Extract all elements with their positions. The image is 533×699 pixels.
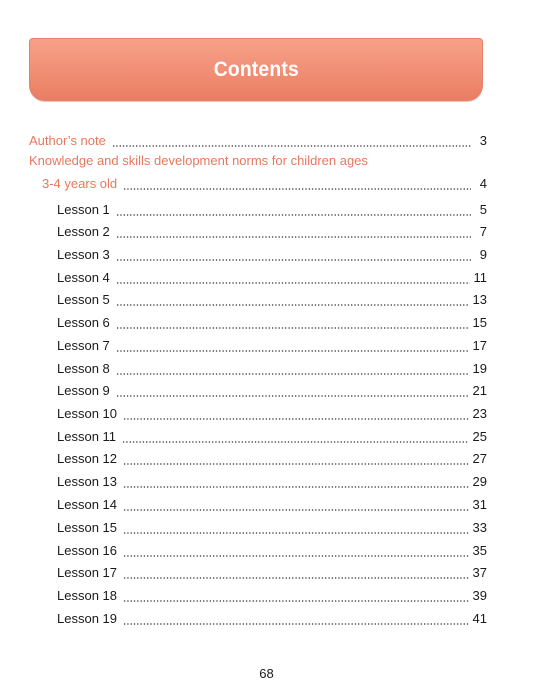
toc-entry-label: Lesson 3	[57, 247, 110, 262]
dot-leader	[123, 463, 469, 465]
dot-leader	[116, 236, 471, 238]
toc-entry-lesson-19[interactable]	[57, 609, 487, 627]
dot-leader	[116, 327, 469, 329]
toc-entry-page: 19	[472, 361, 487, 376]
dot-leader	[116, 373, 469, 375]
toc-entry-lesson-7[interactable]	[57, 336, 487, 354]
dot-leader	[123, 188, 471, 190]
toc-entry-label: Lesson 10	[57, 406, 117, 421]
dot-leader	[116, 259, 471, 261]
toc-entry-lesson-9[interactable]	[57, 381, 487, 399]
toc-entry-label: Lesson 5	[57, 292, 110, 307]
toc-entry-page: 13	[472, 292, 487, 307]
dot-leader	[123, 623, 469, 625]
toc-entry-label: Lesson 4	[57, 270, 110, 285]
toc-entry-authors-note[interactable]	[29, 131, 487, 149]
toc-entry-page: 7	[479, 224, 487, 239]
toc-entry-page: 11	[473, 270, 487, 285]
dot-leader	[123, 418, 469, 420]
dot-leader	[116, 304, 469, 306]
toc-entry-label: Lesson 6	[57, 315, 110, 330]
toc-entry-label: Lesson 7	[57, 338, 110, 353]
dot-leader	[116, 214, 471, 216]
toc-entry-page: 23	[472, 406, 487, 421]
dot-leader	[123, 532, 469, 534]
dot-leader	[122, 441, 469, 443]
toc-entry-lesson-11[interactable]	[57, 427, 487, 445]
toc-entry-lesson-6[interactable]	[57, 313, 487, 331]
toc-entry-label: 3-4 years old	[42, 176, 118, 191]
page-title: Contents	[213, 57, 299, 81]
toc-entry-page: 39	[472, 588, 487, 603]
toc-entry-page: 25	[472, 429, 487, 444]
toc-entry-norms[interactable]	[42, 174, 487, 192]
toc-entry-label: Lesson 2	[57, 224, 110, 239]
toc-entry-page: 17	[472, 338, 487, 353]
dot-leader	[123, 577, 469, 579]
toc-entry-label: Lesson 9	[57, 383, 110, 398]
toc-entry-label: Lesson 19	[57, 611, 117, 626]
dot-leader	[123, 555, 469, 557]
toc-entry-page: 15	[472, 315, 487, 330]
dot-leader	[123, 600, 469, 602]
dot-leader	[123, 486, 469, 488]
toc-entry-lesson-8[interactable]	[57, 359, 487, 377]
toc-entry-page: 37	[472, 565, 487, 580]
toc-entry-lesson-13[interactable]	[57, 472, 487, 490]
toc-entry-lesson-3[interactable]	[57, 245, 487, 263]
dot-leader	[116, 282, 470, 284]
toc-entry-lesson-10[interactable]	[57, 404, 487, 422]
toc-entry-label: Author’s note	[29, 133, 106, 148]
dot-leader	[116, 395, 469, 397]
page-number: 68	[259, 666, 274, 681]
toc-entry-lesson-12[interactable]	[57, 449, 487, 467]
toc-entry-page: 41	[472, 611, 487, 626]
toc-entry-label: Lesson 17	[57, 565, 117, 580]
toc-entry-label: Lesson 1	[57, 202, 110, 217]
toc-entry-page: 29	[472, 474, 487, 489]
toc-entry-lesson-4[interactable]	[57, 268, 487, 286]
toc-entry-page: 31	[472, 497, 487, 512]
toc-entry-label: Lesson 12	[57, 451, 117, 466]
toc-entry-label: Lesson 11	[57, 429, 117, 444]
toc-entry-lesson-1[interactable]	[57, 200, 487, 218]
toc-entry-lesson-18[interactable]	[57, 586, 487, 604]
toc-entry-page: 27	[472, 451, 487, 466]
toc-entry-lesson-14[interactable]	[57, 495, 487, 513]
toc-entry-label: Lesson 15	[57, 520, 117, 535]
toc-section-heading[interactable]: Knowledge and skills development norms for children ages	[29, 153, 368, 168]
toc-entry-page: 33	[472, 520, 487, 535]
toc-entry-label: Lesson 13	[57, 474, 117, 489]
dot-leader	[116, 350, 469, 352]
toc-entry-page: 4	[479, 176, 487, 191]
toc-entry-lesson-17[interactable]	[57, 563, 487, 581]
dot-leader	[112, 145, 471, 147]
toc-entry-lesson-16[interactable]	[57, 541, 487, 559]
toc-entry-label: Lesson 8	[57, 361, 110, 376]
toc-entry-lesson-5[interactable]	[57, 290, 487, 308]
toc-entry-label: Lesson 16	[57, 543, 117, 558]
dot-leader	[123, 509, 469, 511]
toc-entry-lesson-2[interactable]	[57, 222, 487, 240]
toc-entry-page: 35	[472, 543, 487, 558]
toc-entry-label: Lesson 14	[57, 497, 117, 512]
toc-entry-lesson-15[interactable]	[57, 518, 487, 536]
toc-entry-page: 5	[479, 202, 487, 217]
toc-entry-label: Lesson 18	[57, 588, 117, 603]
toc-entry-page: 9	[479, 247, 487, 262]
toc-entry-page: 21	[472, 383, 487, 398]
toc-entry-page: 3	[479, 133, 487, 148]
